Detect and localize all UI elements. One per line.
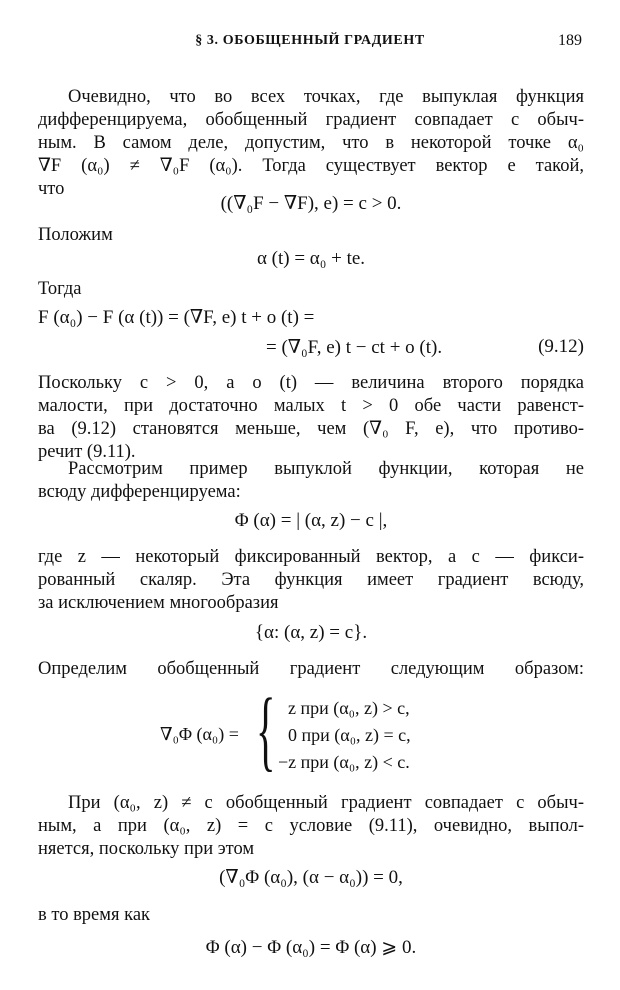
left-brace: { bbox=[256, 681, 276, 780]
equation-4: Φ (α) = | (α, z) − c |, bbox=[234, 510, 388, 531]
text-line: При (α₀, z) ≠ c обобщенный градиент совпадает с обыч- bbox=[68, 793, 584, 813]
text-line: что bbox=[38, 179, 65, 199]
paragraph-6 bbox=[38, 792, 584, 861]
equation-2: α (t) = α₀ + te. bbox=[256, 248, 366, 269]
text-line: в то время как bbox=[38, 905, 151, 925]
text-line: Тогда bbox=[38, 279, 82, 299]
text-line: Очевидно, что во всех точках, где выпуклая функция bbox=[68, 87, 584, 107]
paragraph-7 bbox=[38, 904, 584, 927]
equation-6-case-3: −z при (α₀, z) < c. bbox=[278, 752, 410, 772]
text-line: ным. В самом деле, допустим, что в некоторой точке α₀ bbox=[38, 133, 584, 153]
text-line: всюду дифференцируема: bbox=[38, 482, 241, 502]
running-head: § 3. ОБОБЩЕННЫЙ ГРАДИЕНТ bbox=[195, 33, 425, 48]
text-line: речит (9.11). bbox=[38, 442, 136, 462]
equation-8: Φ (α) − Φ (α₀) = Φ (α) ⩾ 0. bbox=[205, 937, 417, 958]
equation-5: {α: (α, z) = c}. bbox=[254, 622, 368, 643]
text-line: ва (9.12) становятся меньше, чем (∇₀ F, e), что противо- bbox=[38, 419, 584, 439]
equation-3-line-1: F (α₀) − F (α (t)) = (∇F, e) t + o (t) = bbox=[38, 307, 315, 328]
text-line: Определим обобщенный градиент следующим образом: bbox=[38, 659, 584, 679]
equation-3-rhs: = (∇₀F, e) t − ct + o (t). bbox=[266, 337, 443, 358]
page-number: 189 bbox=[558, 32, 582, 49]
word-polozhim bbox=[38, 224, 584, 247]
text-line: няется, поскольку при этом bbox=[38, 839, 255, 859]
equation-7: (∇₀Φ (α₀), (α − α₀)) = 0, bbox=[219, 867, 403, 888]
paragraph-1 bbox=[38, 86, 584, 201]
text-line: рованный скаляр. Эта функция имеет градиент всюду, bbox=[38, 570, 584, 590]
text-line: Положим bbox=[38, 225, 113, 245]
page-header bbox=[0, 30, 620, 54]
word-togda bbox=[38, 278, 584, 301]
text-line: малости, при достаточно малых t > 0 обе части равенст- bbox=[38, 396, 584, 416]
equation-1: ((∇₀F − ∇F), e) = c > 0. bbox=[220, 193, 402, 214]
text-line: ∇F (α₀) ≠ ∇₀F (α₀). Тогда существует вектор e такой, bbox=[38, 156, 584, 176]
text-line: Рассмотрим пример выпуклой функции, которая не bbox=[68, 459, 584, 479]
text-line: Поскольку c > 0, а o (t) — величина второго порядка bbox=[38, 373, 584, 393]
equation-6-case-2: 0 при (α₀, z) = c, bbox=[288, 725, 411, 745]
equation-3-line-2 bbox=[38, 336, 584, 359]
text-line: ным, а при (α₀, z) = c условие (9.11), очевидно, выпол- bbox=[38, 816, 584, 836]
paragraph-4 bbox=[38, 546, 584, 615]
equation-6-piecewise bbox=[160, 681, 460, 782]
equation-number: (9.12) bbox=[538, 336, 584, 357]
paragraph-2 bbox=[38, 372, 584, 464]
paragraph-5 bbox=[38, 658, 584, 681]
text-line: за исключением многообразия bbox=[38, 593, 279, 613]
equation-6-lhs: ∇₀Φ (α₀) = bbox=[160, 724, 239, 744]
equation-6-case-1: z при (α₀, z) > c, bbox=[288, 698, 410, 718]
text-line: дифференцируема, обобщенный градиент совпадает с обыч- bbox=[38, 110, 584, 130]
paragraph-3 bbox=[38, 458, 584, 504]
text-line: где z — некоторый фиксированный вектор, а c — фикси- bbox=[38, 547, 584, 567]
